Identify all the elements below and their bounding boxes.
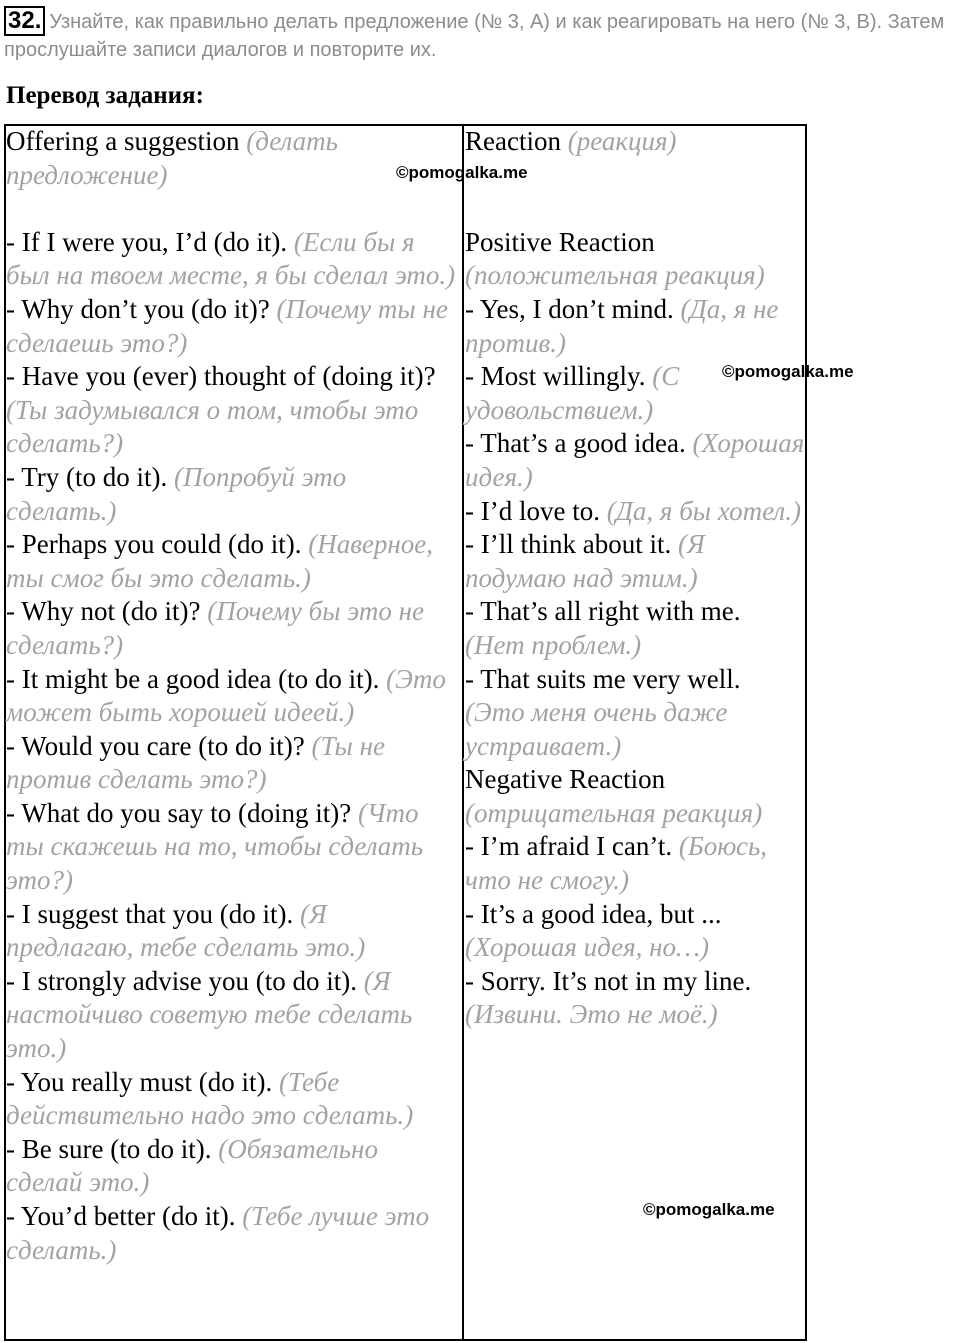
phrase-translation: (Извини. Это не моё.) [465, 999, 718, 1030]
phrase-translation: (Ты не против сделать это?) [6, 730, 385, 795]
phrase-translation: (Попробуй это сделать.) [6, 461, 347, 526]
phrase-item [6, 461, 460, 528]
phrase-translation: (Почему бы это не сделать?) [6, 596, 424, 660]
positive-reaction-title [465, 226, 805, 293]
phrase-translation: (Боюсь, что не смогу.) [465, 831, 768, 896]
reactions-header-ru: (реакция) [567, 126, 677, 156]
phrase-translation: (Ты задумывался о том, чтобы это сделать?) [6, 394, 419, 459]
phrase-english: - It’s a good idea, but ... [465, 898, 722, 929]
watermark-text: ©pomogalka.me [643, 1200, 775, 1219]
phrase-item [6, 1066, 460, 1133]
watermark-text: ©pomogalka.me [722, 362, 854, 381]
phrase-item [465, 965, 805, 1032]
negative-reaction-title [465, 763, 805, 830]
phrase-item [6, 730, 460, 797]
phrase-translation: (Это может быть хорошей идеей.) [6, 663, 446, 728]
suggestions-list [6, 226, 460, 1267]
phrase-item [465, 528, 805, 595]
spacer [465, 192, 805, 226]
phrase-item [6, 528, 460, 595]
phrase-english: - That suits me very well. [465, 663, 741, 694]
phrase-item [6, 595, 460, 662]
phrase-item [6, 898, 460, 965]
phrase-item [6, 360, 460, 461]
phrase-translation: (Почему ты не сделаешь это?) [6, 293, 448, 358]
phrase-item [465, 595, 805, 662]
task-number: 32. [4, 6, 45, 36]
phrase-english: - Would you care (to do it)? [6, 730, 305, 761]
phrase-item [465, 293, 805, 360]
task-instruction [4, 6, 959, 64]
phrase-translation: (Наверное, ты смог бы это сделать.) [6, 529, 434, 593]
phrase-translation: (Обязательно сделай это.) [6, 1133, 378, 1198]
phrase-english: - That’s all right with me. [465, 596, 741, 627]
negative-title-en: Negative Reaction [465, 764, 666, 795]
phrase-english: - Have you (ever) thought of (doing it)? [6, 361, 436, 392]
phrase-english: - Most willingly. [465, 361, 646, 392]
phrase-translation: (Я настойчиво советую тебе сделать это.) [6, 965, 413, 1064]
positive-title-ru: (положительная реакция) [465, 260, 765, 291]
phrase-english: - What do you say to (doing it)? [6, 797, 352, 828]
phrase-item [6, 293, 460, 360]
spacer [6, 192, 460, 226]
phrase-english: - I’m afraid I can’t. [465, 831, 673, 862]
phrase-english: - Be sure (to do it). [6, 1133, 212, 1164]
phrase-translation: (Если бы я был на твоем месте, я бы сделал это.) [6, 226, 456, 291]
phrase-translation: (Хорошая идея, но…) [465, 932, 710, 963]
phrase-translation: (Да, я бы хотел.) [606, 495, 801, 526]
phrase-english: - You really must (do it). [6, 1066, 273, 1097]
phrase-translation: (Это меня очень даже устраивает.) [465, 697, 728, 761]
watermark-text: ©pomogalka.me [396, 163, 528, 182]
phrase-english: - That’s a good idea. [465, 428, 686, 459]
phrase-item [465, 898, 805, 965]
phrase-translation: (Я предлагаю, тебе сделать это.) [6, 898, 366, 963]
reactions-header [465, 125, 805, 159]
phrase-english: - Perhaps you could (do it). [6, 529, 302, 560]
phrase-translation: (Я подумаю над этим.) [465, 529, 705, 593]
column-divider [462, 124, 464, 1341]
phrase-item [6, 1133, 460, 1200]
phrase-item [465, 495, 805, 529]
phrase-english: - Yes, I don’t mind. [465, 293, 674, 324]
phrase-translation: (Нет проблем.) [465, 629, 642, 660]
phrase-translation: (Да, я не против.) [465, 293, 779, 358]
phrase-translation: (Тебе действительно надо это сделать.) [6, 1066, 414, 1131]
phrase-item [6, 797, 460, 898]
phrase-item [465, 830, 805, 897]
phrase-english: - If I were you, I’d (do it). [6, 226, 288, 257]
phrase-item [6, 226, 460, 293]
phrase-item [465, 663, 805, 764]
phrase-english: - It might be a good idea (to do it). [6, 663, 380, 694]
task-text: Узнайте, как правильно делать предложение (№ 3, A) и как реагировать на него (№ 3, B). Затем прослушайте записи диалогов и повторите их. [4, 11, 945, 61]
phrase-translation: (Что ты скажешь на то, чтобы сделать это?) [6, 797, 424, 896]
phrase-english: - I strongly advise you (to do it). [6, 965, 357, 996]
negative-title-ru: (отрицательная реакция) [465, 797, 763, 828]
phrase-item [6, 1200, 460, 1267]
phrase-english: - Try (to do it). [6, 461, 168, 492]
negative-reaction-list [465, 830, 805, 1032]
phrase-english: - I’ll think about it. [465, 529, 672, 560]
reactions-header-en: Reaction [465, 126, 561, 156]
phrase-english: - I’d love to. [465, 495, 600, 526]
phrase-english: - Why don’t you (do it)? [6, 293, 270, 324]
phrase-item [6, 663, 460, 730]
positive-title-en: Positive Reaction [465, 226, 655, 257]
suggestions-header-en: Offering a suggestion [6, 126, 240, 156]
translation-heading: Перевод задания: [6, 82, 204, 109]
phrase-english: - You’d better (do it). [6, 1201, 236, 1231]
suggestions-column [6, 125, 460, 1267]
phrase-english: - Sorry. It’s not in my line. [465, 965, 752, 996]
phrase-english: - I suggest that you (do it). [6, 898, 294, 929]
suggestions-header [6, 125, 460, 192]
phrase-item [6, 965, 460, 1066]
phrase-english: - Why not (do it)? [6, 596, 201, 627]
phrase-translation: (С удовольствием.) [465, 361, 680, 425]
phrase-translation: (Хорошая идея.) [465, 428, 805, 492]
phrase-translation: (Тебе лучше это сделать.) [6, 1201, 430, 1265]
phrase-item [465, 427, 805, 494]
reactions-column [465, 125, 805, 1032]
suggestions-header-ru: (делать предложение) [6, 126, 338, 190]
